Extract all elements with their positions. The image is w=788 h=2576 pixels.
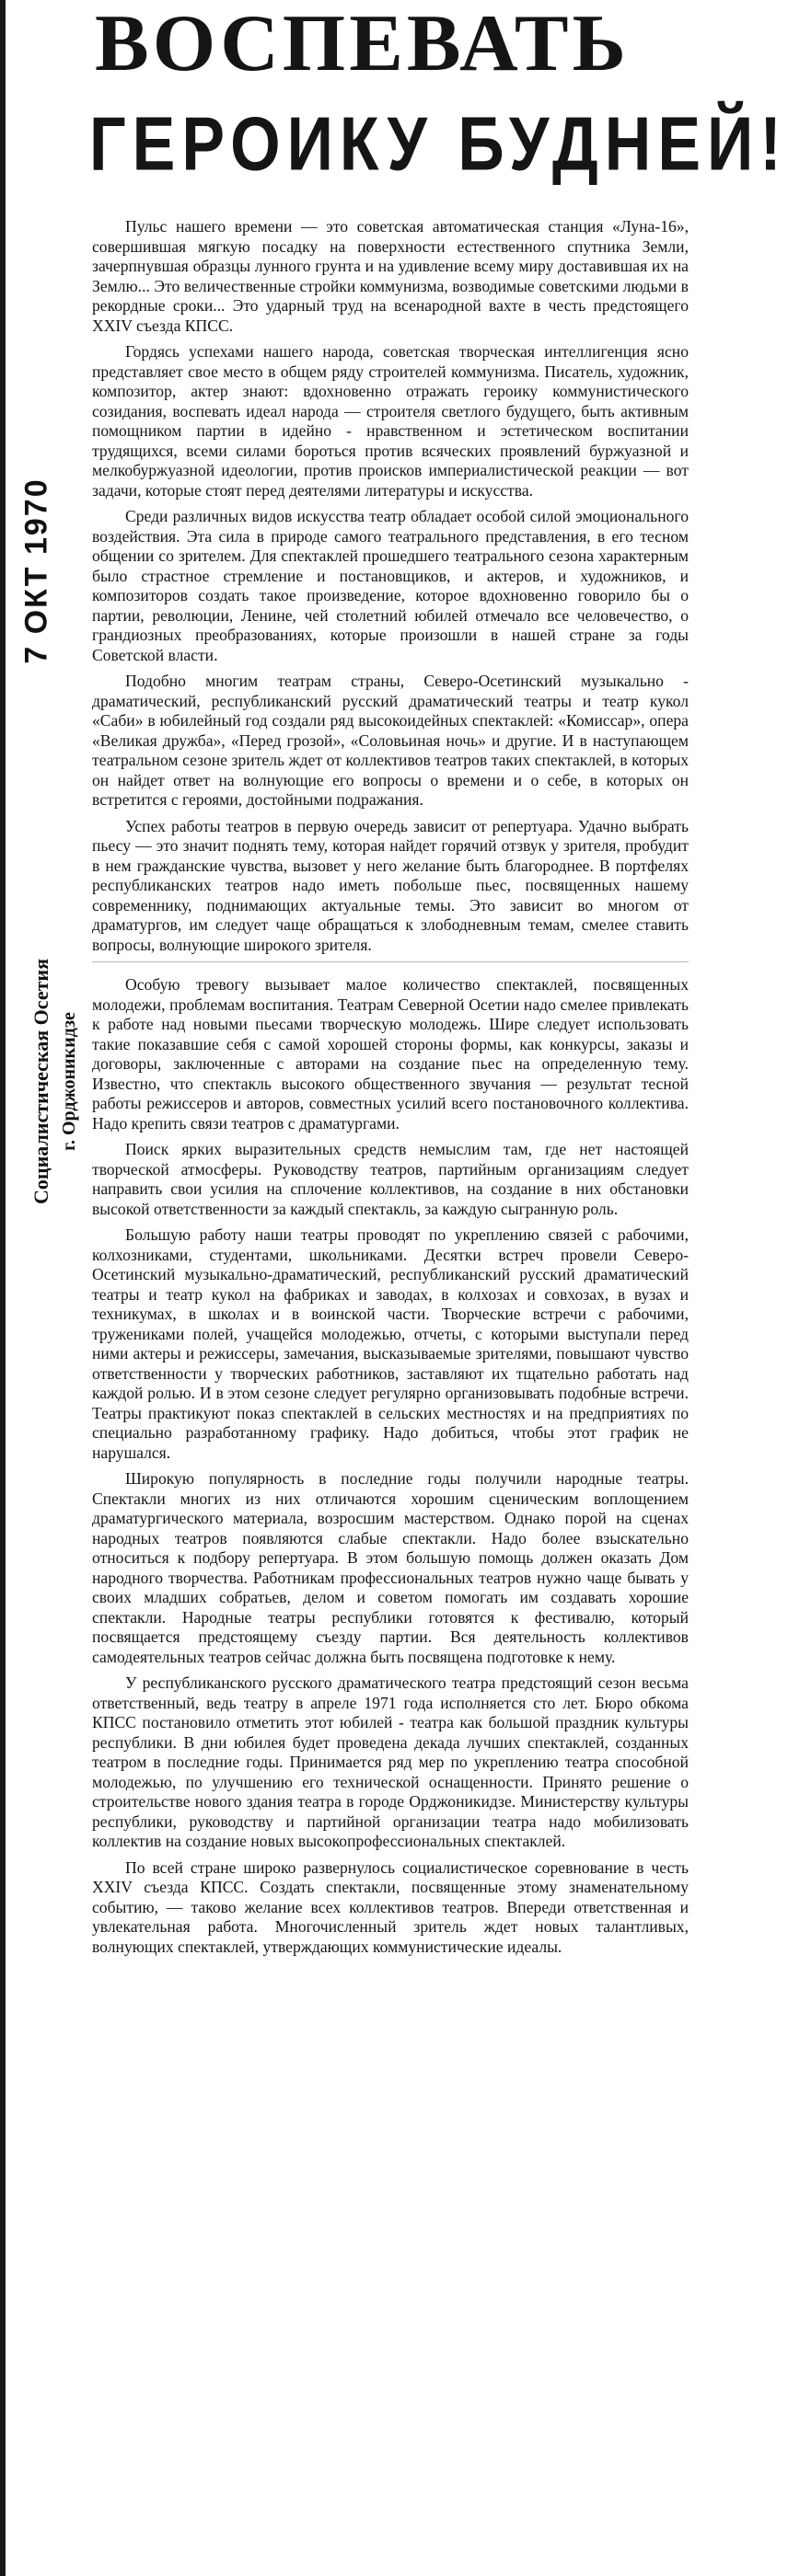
article-paragraph: Широкую популярность в последние годы получили народные театры. Спектакли многих из них отличаются хорошим сценическим воплощением драматургического материала, возросшим мастерством. Однако порой на сценах народных театров появляются слабые спектакли. Надо более взыскательно относиться к подбору репертуара. В этом большую помощь должен оказать Дом народного творчества. Работникам профессиональных театров нужно чаще бывать у своих младших собратьев, делом и советом помогать им создавать хорошие спектакли. Народные театры республики готовятся к фестивалю, который посвящается предстоящему съезду партии. Вся деятельность коллективов самодеятельных театров сейчас должна быть посвящена подготовке к нему. [92, 1469, 689, 1666]
article-paragraph: Пульс нашего времени — это советская автоматическая станция «Луна-16», совершившая мягкую посадку на поверхности естественного спутника Земли, зачерпнувшая образцы лунного грунта и на удивление всему миру доставившая их на Землю... Это величественные стройки коммунизма, возводимые советскими людьми в рекордные сроки... Это ударный труд на всенародной вахте в честь предстоящего XXIV съезда КПСС. [92, 217, 689, 335]
column-divider [92, 961, 689, 971]
article-body [92, 217, 689, 1963]
article-paragraph: Успех работы театров в первую очередь зависит от репертуара. Удачно выбрать пьесу — это значит поднять тему, которая найдет горячий отзвук у зрителя, пробудит в нем гражданские чувства, вызовет у него желание быть благороднее. В портфелях республиканских театров надо иметь побольше пьес, посвященных нашему современнику, поднимающих актуальные темы. Это зависит во многом от драматургов, им следует чаще обращаться к злободневным темам, смелее ставить вопросы, волнующие широкого зрителя. [92, 816, 689, 954]
article-paragraph: Подобно многим театрам страны, Северо-Осетинский музыкально - драматический, республиканский русский драматический театры и театр кукол «Саби» в юбилейный год создали ряд высокоидейных спектаклей: «Комиссар», опера «Великая дружба», «Перед грозой», «Соловьиная ночь» и другие. И в наступающем театральном сезоне зритель ждет от коллективов театров таких спектаклей, в которых он найдет ответ на волнующие его вопросы о времени и о себе, в которых он встретится с героями, достойными подражания. [92, 672, 689, 809]
city-name: г. Орджоникидзе [58, 1011, 79, 1151]
headline [87, 0, 788, 187]
article-paragraph: Поиск ярких выразительных средств немыслим там, где нет настоящей творческой атмосферы. Руководству театров, партийным организациям следует направить свои усилия на сплочение коллективов, на создание в них обстановки высокой ответственности за каждый спектакль, за каждую сыгранную роль. [92, 1140, 689, 1218]
article-paragraph: Большую работу наши театры проводят по укреплению связей с рабочими, колхозниками, студентами, школьниками. Десятки встреч провели Северо-Осетинский музыкально-драматический, республиканский русский драматический театры и театр кукол на фабриках и заводах, в колхозах и совхозах, в вузах и техникумах, в школах и в воинской части. Творческие встречи с рабочими, тружениками полей, учащейся молодежью, отчеты, с которыми выступали перед ними актеры и режиссеры, замечания, высказываемые зрителями, повышают чувство ответственности у творческих работников, заставляют их тщательно работать над каждой ролью. И в этом сезоне следует регулярно организовывать подобные встречи. Театры практикуют показ спектаклей в сельских местностях и на предприятиях по специально разработанному графику. Надо добиться, чтобы этот график не нарушался. [92, 1225, 689, 1462]
newspaper-name: Социалистическая Осетия [29, 958, 52, 1204]
article-paragraph: Гордясь успехами нашего народа, советская творческая интеллигенция ясно представляет свое место в общем ряду строителей коммунизма. Писатель, художник, композитор, актер знают: вдохновенно отражать героику коммунистического созидания, воспевать идеал народа — строителя светлого будущего, быть активным помощником партии в идейно - нравственном и эстетическом воспитании трудящихся, всеми силами бороться против всяческих проявлений буржуазной и мелкобуржуазной идеологии, против происков империалистической реакции — вот задачи, которые стоят перед деятелями литературы и искусства. [92, 342, 689, 500]
left-margin-band [0, 0, 6, 2576]
article-paragraph: Среди различных видов искусства театр обладает особой силой эмоционального воздействия. Эта сила в природе самого театрального представления, в его тесном общении со зрителем. Для спектаклей прошедшего театрального сезона характерным было страстное стремление и постановщиков, и актеров, и художников, и композиторов создать такое произведение, которое вдохновенно говорило бы о партии, революции, Ленине, чей столетний юбилей отмечало все человечество, о грандиозных преобразованиях, которые произошли в нашей стране за годы Советской власти. [92, 507, 689, 664]
date-stamp-text: 7 ОКТ 1970 [18, 477, 54, 664]
source-line [22, 736, 87, 1426]
article-paragraph: У республиканского русского драматического театра предстоящий сезон весьма ответственный, ведь театру в апреле 1971 года исполняется сто лет. Бюро обкома КПСС постановило отметить этот юбилей - театра как большой праздник культуры республики. В дни юбилея будет проведена декада лучших спектаклей, созданных театром в последние годы. Принимается ряд мер по укреплению театра способной молодежью, по улучшению его технической оснащенности. Принято решение о строительстве нового здания театра в городе Орджоникидзе. Министерству культуры республики, руководству и партийной организации театра надо мобилизовать коллектив на создание новых высокопрофессиональных спектаклей. [92, 1673, 689, 1850]
headline-line-1: ВОСПЕВАТЬ [95, 0, 630, 88]
article-paragraph: По всей стране широко развернулось социалистическое соревнование в честь XXIV съезда КПСС. Создать спектакли, посвященные этому знаменательному событию, — таково желание всех коллективов театров. Впереди ответственная и увлекательная работа. Многочисленный зритель ждет новых талантливых, волнующих спектаклей, утверждающих коммунистические идеалы. [92, 1857, 689, 1956]
article-paragraph: Особую тревогу вызывает малое количество спектаклей, посвященных молодежи, проблемам воспитания. Театрам Северной Осетии надо смелее привлекать к работе над новыми пьесами творческую молодежь. Шире следует использовать такие показавшие себя с самой хорошей стороны формы, как конкурсы, заказы и договоры, заключенные с авторами на создание пьес на определенную тему. Известно, что спектакль высокого общественного звучания — результат тесной работы режиссеров и авторов, совместных усилий всего постановочного коллектива. Надо крепить связи театров с драматургами. [92, 975, 689, 1133]
date-stamp [9, 432, 64, 708]
headline-line-2: ГЕРОИКУ БУДНЕЙ! [89, 101, 788, 187]
